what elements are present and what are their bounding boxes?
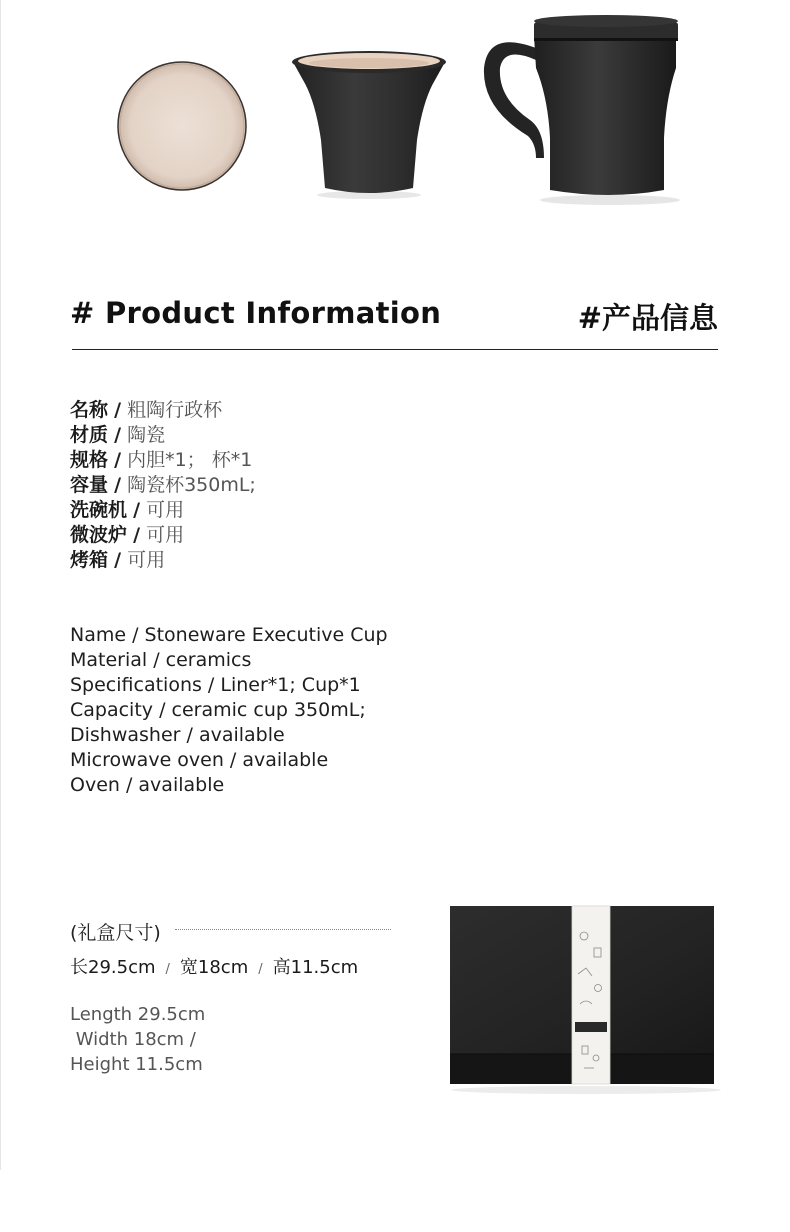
spec-separator: / bbox=[114, 424, 122, 446]
spec-separator: / bbox=[133, 524, 141, 546]
spec-list-en bbox=[70, 623, 388, 798]
gift-box-photo bbox=[444, 896, 724, 1096]
spec-row-microwave bbox=[70, 523, 256, 548]
spec-key: 微波炉 bbox=[70, 524, 128, 546]
spec-value: 可用 bbox=[146, 524, 185, 546]
header-divider bbox=[72, 349, 718, 350]
spec-key: 规格 bbox=[70, 449, 109, 471]
spec-list-cn bbox=[70, 398, 256, 573]
dim-separator: / bbox=[165, 962, 170, 977]
spec-value: 可用 bbox=[127, 549, 166, 571]
spec-key: 烤箱 bbox=[70, 549, 109, 571]
box-height-en: Height 11.5cm bbox=[70, 1054, 203, 1075]
spec-en-name: Name / Stoneware Executive Cup bbox=[70, 624, 388, 646]
spec-en-oven: Oven / available bbox=[70, 774, 225, 796]
lid-disc-photo bbox=[112, 56, 252, 196]
spec-value: 内胆*1； 杯*1 bbox=[127, 449, 253, 471]
spec-value: 粗陶行政杯 bbox=[127, 399, 223, 421]
section-title-cn: #产品信息 bbox=[577, 301, 718, 335]
spec-key: 名称 bbox=[70, 399, 109, 421]
gift-box-dims-en bbox=[70, 1002, 205, 1077]
spec-separator: / bbox=[133, 499, 141, 521]
box-length-cn: 长29.5cm bbox=[70, 957, 156, 978]
spec-key: 容量 bbox=[70, 474, 109, 496]
spec-key: 洗碗机 bbox=[70, 499, 128, 521]
mug-photo bbox=[470, 8, 690, 208]
spec-separator: / bbox=[114, 399, 122, 421]
gift-box-label: (礼盒尺寸) bbox=[70, 922, 161, 944]
product-photos bbox=[0, 0, 790, 230]
dim-separator: / bbox=[258, 962, 263, 977]
spec-row-oven bbox=[70, 548, 256, 573]
box-width-cn: 宽18cm bbox=[179, 957, 249, 978]
spec-value: 可用 bbox=[146, 499, 185, 521]
box-height-cn: 高11.5cm bbox=[272, 957, 359, 978]
spec-separator: / bbox=[114, 549, 122, 571]
spec-en-microwave: Microwave oven / available bbox=[70, 749, 329, 771]
spec-row-material bbox=[70, 423, 256, 448]
section-title-en: # Product Information bbox=[70, 296, 442, 330]
spec-row-name bbox=[70, 398, 256, 423]
spec-row-specification bbox=[70, 448, 256, 473]
box-width-en: Width 18cm / bbox=[70, 1029, 196, 1050]
spec-row-dishwasher bbox=[70, 498, 256, 523]
gift-box-dims-cn bbox=[70, 953, 358, 979]
box-length-en: Length 29.5cm bbox=[70, 1004, 206, 1025]
spec-en-dishwasher: Dishwasher / available bbox=[70, 724, 285, 746]
spec-key: 材质 bbox=[70, 424, 109, 446]
spec-separator: / bbox=[114, 449, 122, 471]
liner-cup-photo bbox=[285, 40, 455, 200]
gift-box-label-rule bbox=[175, 929, 391, 930]
spec-en-specifications: Specifications / Liner*1; Cup*1 bbox=[70, 674, 361, 696]
spec-row-capacity bbox=[70, 473, 256, 498]
spec-en-capacity: Capacity / ceramic cup 350mL; bbox=[70, 699, 366, 721]
spec-value: 陶瓷杯350mL; bbox=[127, 474, 256, 496]
spec-separator: / bbox=[114, 474, 122, 496]
spec-value: 陶瓷 bbox=[127, 424, 166, 446]
spec-en-material: Material / ceramics bbox=[70, 649, 252, 671]
